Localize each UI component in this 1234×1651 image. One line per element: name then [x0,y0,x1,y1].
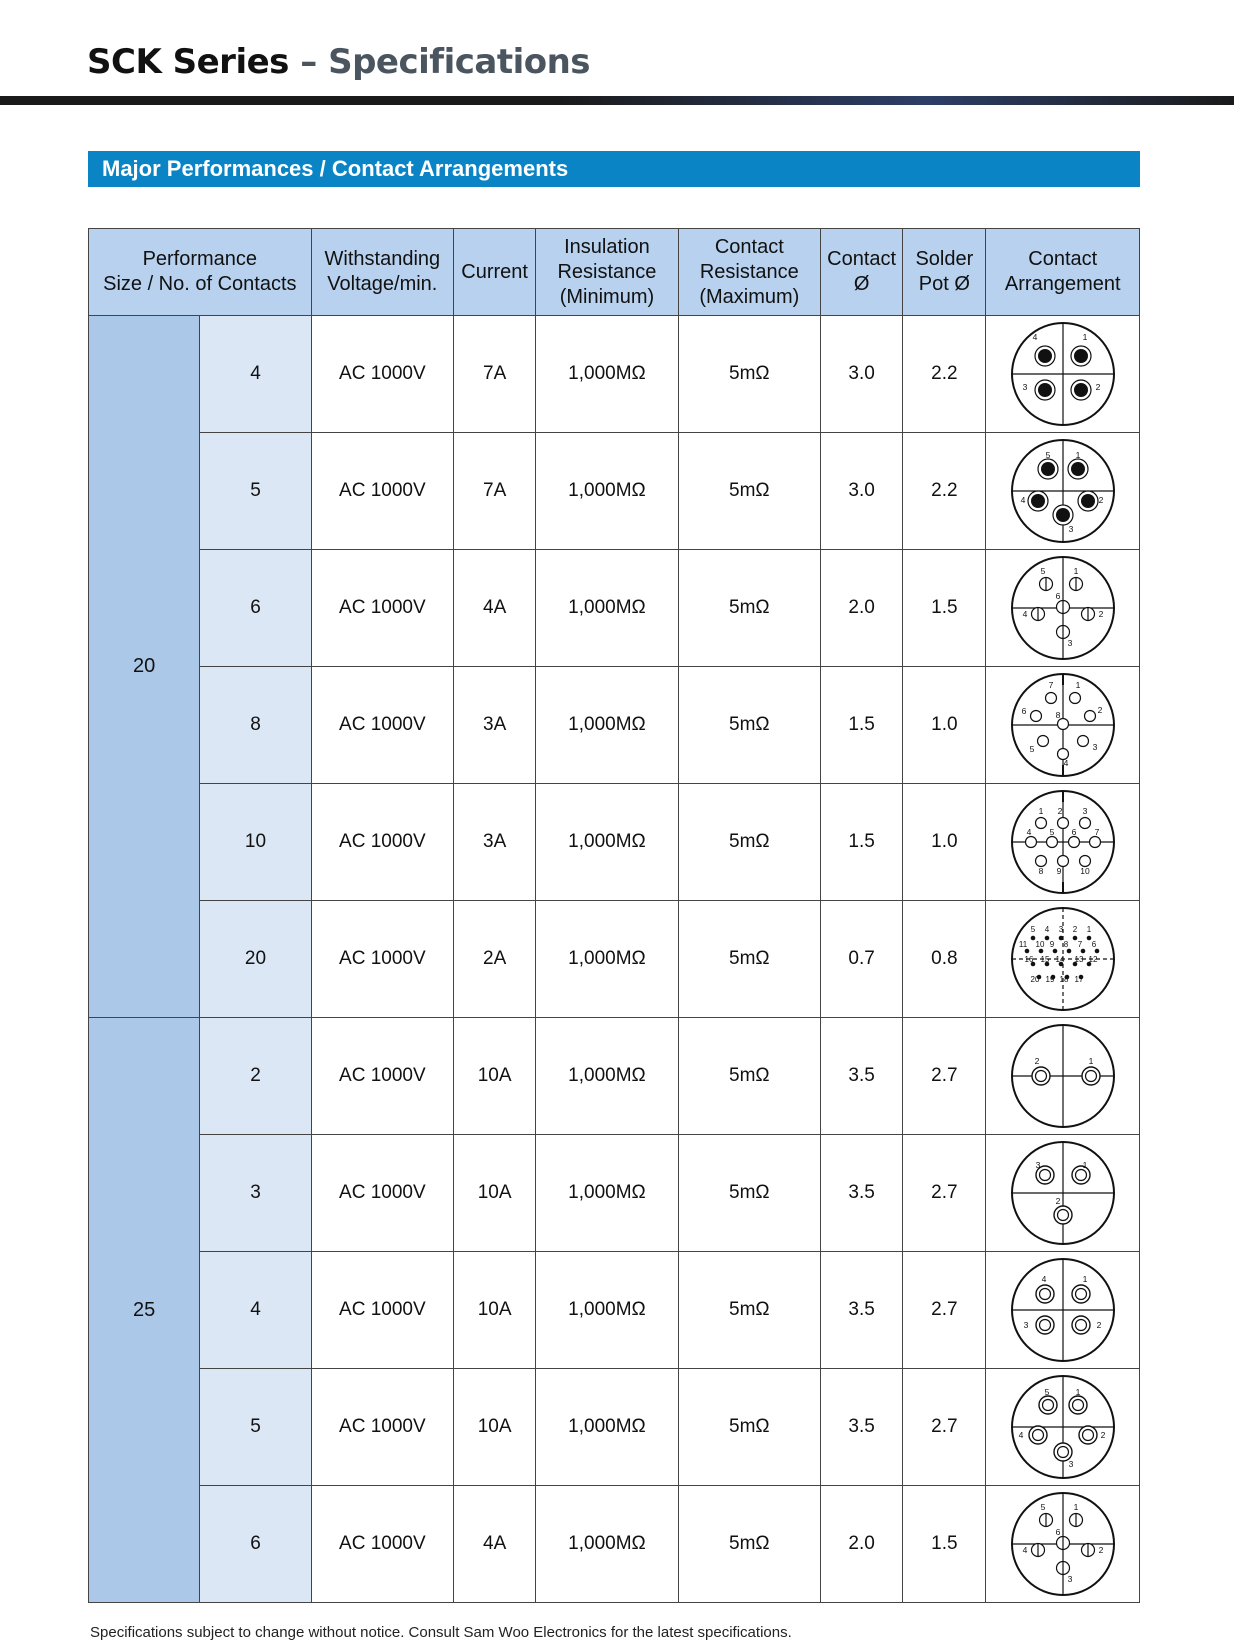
pin-label: 2 [1072,925,1077,934]
contact-resistance-cell: 5mΩ [678,667,820,784]
contact-resistance-cell: 5mΩ [678,433,820,550]
solder-pot-cell: 1.5 [903,1486,986,1603]
pin-label: 1 [1038,806,1044,816]
title-subtitle: Specifications [328,42,591,82]
contacts-cell: 20 [200,901,311,1018]
arrangement-cell [986,433,1140,550]
voltage-cell: AC 1000V [311,667,453,784]
arrangement-cell [986,667,1140,784]
contact-pin [1046,837,1057,848]
col-arrangement-header [986,229,1140,316]
insulation-cell: 1,000MΩ [536,1018,678,1135]
voltage-cell: AC 1000V [311,433,453,550]
contact-pin [1089,837,1100,848]
contact-pin [1029,1426,1047,1444]
pin-label: 5 [1030,925,1035,934]
contact-pin [1036,1316,1054,1334]
pin-label: 4 [1022,1545,1028,1555]
pin-label: 8 [1038,866,1044,876]
contact-resistance-cell: 5mΩ [678,316,820,433]
contact-arrangement-diagram [1008,904,1118,1014]
contact-pin [1039,1396,1057,1414]
col-voltage-header [311,229,453,316]
contact-pin [1056,1562,1069,1575]
contact-dia-cell: 3.5 [821,1018,903,1135]
table-row [89,901,1140,1018]
contact-pin [1068,837,1079,848]
contacts-cell: 4 [200,316,311,433]
table-row [89,784,1140,901]
contact-pin [1079,818,1090,829]
contact-arrangement-diagram [1008,1372,1118,1482]
contact-pin [1038,949,1043,954]
pin-label: 3 [1023,1320,1029,1330]
contact-resistance-cell: 5mΩ [678,1252,820,1369]
contact-pin [1057,856,1068,867]
contact-dia-cell: 1.5 [821,784,903,901]
contact-pin [1084,711,1095,722]
pin-label: 2 [1095,382,1101,392]
current-cell: 7A [454,316,536,433]
voltage-cell: AC 1000V [311,1135,453,1252]
arrangement-cell [986,1486,1140,1603]
insulation-cell: 1,000MΩ [536,901,678,1018]
title-separator: – [288,42,329,82]
pin-label: 7 [1094,827,1100,837]
pin-label: 1 [1082,1160,1088,1170]
contact-pin [1035,346,1055,366]
contact-pin [1035,380,1055,400]
contact-pin [1035,856,1046,867]
pin-label: 1 [1088,1056,1094,1066]
contact-arrangement-diagram [1008,1021,1118,1131]
contacts-cell: 5 [200,1369,311,1486]
pin-label: 8 [1055,710,1061,720]
solder-pot-cell: 2.7 [903,1135,986,1252]
contact-dia-cell: 3.5 [821,1252,903,1369]
pin-label: 5 [1040,1502,1046,1512]
contact-pin [1035,818,1046,829]
header-text: Current [461,260,528,283]
contact-pin [1053,505,1073,525]
contact-dia-cell: 2.0 [821,1486,903,1603]
table-body [89,316,1140,1603]
current-cell: 10A [454,1369,536,1486]
contact-pin [1077,736,1088,747]
header-text: Contact [1028,248,1098,270]
insulation-cell: 1,000MΩ [536,433,678,550]
contacts-cell: 4 [200,1252,311,1369]
pin-label: 5 [1044,1387,1050,1397]
contact-pin [1056,626,1069,639]
voltage-cell: AC 1000V [311,1486,453,1603]
contact-pin [1058,936,1063,941]
pin-label: 1 [1075,450,1081,460]
pin-label: 4 [1020,495,1026,505]
contact-pin [1039,1514,1052,1527]
pin-label: 11 [1018,940,1027,949]
contact-pin [1072,1285,1090,1303]
contacts-cell: 5 [200,433,311,550]
table-header-row [89,229,1140,316]
arrangement-cell [986,1252,1140,1369]
current-cell: 7A [454,433,536,550]
header-text: Resistance [557,260,657,283]
pin-label: 3 [1082,806,1088,816]
pin-label: 1 [1073,1502,1079,1512]
pin-label: 3 [1068,1459,1074,1469]
pin-label: 5 [1040,566,1046,576]
col-solder-pot-header [903,229,986,316]
contact-pin [1069,1514,1082,1527]
pin-label: 2 [1098,495,1104,505]
pin-label: 2 [1098,1545,1104,1555]
insulation-cell: 1,000MΩ [536,784,678,901]
footer-note: Specifications subject to change without notice. Consult Sam Woo Electronics for the latest specifications. [90,1624,792,1641]
contact-pin [1032,1067,1050,1085]
pin-label: 3 [1067,638,1073,648]
contacts-cell: 8 [200,667,311,784]
current-cell: 10A [454,1135,536,1252]
pin-label: 12 [1088,955,1098,964]
section-title: Major Performances / Contact Arrangements [88,151,1140,187]
pin-label: 6 [1055,591,1061,601]
contact-pin [1082,1067,1100,1085]
pin-label: 18 [1059,975,1069,984]
insulation-cell: 1,000MΩ [536,550,678,667]
solder-pot-cell: 2.7 [903,1018,986,1135]
series-name: SCK Series [87,42,289,82]
pin-label: 6 [1091,940,1096,949]
col-contact-dia-header [821,229,903,316]
insulation-cell: 1,000MΩ [536,1252,678,1369]
contact-pin [1080,949,1085,954]
contact-pin [1025,837,1036,848]
header-text: Pot Ø [918,273,970,295]
pin-label: 9 [1056,866,1062,876]
header-text: (Maximum) [699,285,800,308]
contact-pin [1052,949,1057,954]
voltage-cell: AC 1000V [311,901,453,1018]
contact-pin [1056,1537,1069,1550]
contact-arrangement-diagram [1008,553,1118,663]
table-row [89,1018,1140,1135]
arrangement-cell [986,1018,1140,1135]
pin-label: 3 [1022,382,1028,392]
pin-label: 3 [1058,925,1063,934]
contact-pin [1066,949,1071,954]
header-text: (Minimum) [559,285,655,308]
header-text: Ø [853,273,870,295]
insulation-cell: 1,000MΩ [536,316,678,433]
header-text: Arrangement [1004,273,1121,295]
contact-arrangement-diagram [1008,1489,1118,1599]
pin-label: 6 [1071,827,1077,837]
arrangement-cell [986,901,1140,1018]
contacts-cell: 6 [200,1486,311,1603]
current-cell: 10A [454,1018,536,1135]
pin-label: 2 [1055,1196,1061,1206]
pin-label: 1 [1073,566,1079,576]
arrangement-cell [986,550,1140,667]
pin-label: 4 [1063,758,1069,768]
pin-label: 1 [1075,1387,1081,1397]
pin-label: 5 [1049,827,1055,837]
size-cell: 25 [89,1018,200,1603]
insulation-cell: 1,000MΩ [536,1135,678,1252]
table-row [89,1486,1140,1603]
contact-pin [1030,711,1041,722]
contact-dia-cell: 1.5 [821,667,903,784]
current-cell: 3A [454,667,536,784]
contact-pin [1068,459,1088,479]
pin-label: 6 [1055,1527,1061,1537]
pin-label: 7 [1048,680,1054,690]
pin-label: 2 [1098,609,1104,619]
pin-label: 4 [1022,609,1028,619]
contact-pin [1071,380,1091,400]
contact-pin [1054,1206,1072,1224]
pin-label: 4 [1018,1430,1024,1440]
size-cell: 20 [89,316,200,1018]
table-row [89,1252,1140,1369]
contact-pin [1031,608,1044,621]
pin-label: 13 [1074,955,1084,964]
table-row [89,433,1140,550]
current-cell: 4A [454,550,536,667]
voltage-cell: AC 1000V [311,1252,453,1369]
arrangement-cell [986,784,1140,901]
contact-arrangement-diagram [1008,787,1118,897]
contact-resistance-cell: 5mΩ [678,550,820,667]
contact-resistance-cell: 5mΩ [678,784,820,901]
pin-label: 10 [1080,866,1090,876]
pin-label: 17 [1074,975,1084,984]
contact-arrangement-diagram [1008,1255,1118,1365]
pin-label: 3 [1067,1574,1073,1584]
solder-pot-cell: 2.2 [903,433,986,550]
contact-resistance-cell: 5mΩ [678,1369,820,1486]
contact-pin [1069,693,1080,704]
contact-resistance-cell: 5mΩ [678,1135,820,1252]
pin-label: 2 [1100,1430,1106,1440]
pin-label: 10 [1035,940,1045,949]
insulation-cell: 1,000MΩ [536,1369,678,1486]
header-text: Voltage/min. [327,273,438,295]
contact-resistance-cell: 5mΩ [678,901,820,1018]
contact-pin [1081,1544,1094,1557]
solder-pot-cell: 1.5 [903,550,986,667]
pin-label: 4 [1032,332,1038,342]
current-cell: 2A [454,901,536,1018]
voltage-cell: AC 1000V [311,1018,453,1135]
contact-pin [1069,1396,1087,1414]
contact-dia-cell: 0.7 [821,901,903,1018]
contact-pin [1044,936,1049,941]
arrangement-cell [986,1369,1140,1486]
contacts-cell: 2 [200,1018,311,1135]
contact-pin [1039,578,1052,591]
contact-pin [1056,601,1069,614]
solder-pot-cell: 1.0 [903,784,986,901]
contact-pin [1072,936,1077,941]
pin-label: 1 [1086,925,1091,934]
pin-label: 2 [1057,806,1063,816]
contacts-cell: 6 [200,550,311,667]
pin-label: 9 [1049,940,1054,949]
contact-arrangement-diagram [1008,319,1118,429]
contact-pin [1079,1426,1097,1444]
pin-label: 15 [1040,955,1050,964]
pin-label: 7 [1077,940,1082,949]
pin-label: 16 [1024,955,1034,964]
contact-dia-cell: 3.5 [821,1135,903,1252]
solder-pot-cell: 0.8 [903,901,986,1018]
arrangement-cell [986,1135,1140,1252]
contact-pin [1079,856,1090,867]
contact-pin [1086,936,1091,941]
pin-label: 4 [1026,827,1032,837]
contact-arrangement-diagram [1008,436,1118,546]
table-row [89,667,1140,784]
contact-pin [1036,1285,1054,1303]
solder-pot-cell: 2.7 [903,1369,986,1486]
contact-pin [1078,491,1098,511]
pin-label: 2 [1096,1320,1102,1330]
pin-label: 5 [1045,450,1051,460]
contact-resistance-cell: 5mΩ [678,1486,820,1603]
insulation-cell: 1,000MΩ [536,1486,678,1603]
contact-pin [1038,459,1058,479]
contact-dia-cell: 3.0 [821,433,903,550]
table-row [89,316,1140,433]
solder-pot-cell: 1.0 [903,667,986,784]
header-text: Insulation [564,235,650,258]
table-row [89,1135,1140,1252]
contacts-cell: 10 [200,784,311,901]
header-text: Size / No. of Contacts [103,273,297,295]
pin-label: 19 [1045,975,1055,984]
contact-arrangement-diagram [1008,1138,1118,1248]
col-contact-resistance-header [678,229,820,316]
pin-label: 2 [1097,705,1103,715]
pin-label: 14 [1055,955,1065,964]
insulation-cell: 1,000MΩ [536,667,678,784]
pin-label: 1 [1082,332,1088,342]
header-text: Solder [915,248,974,270]
pin-label: 1 [1075,680,1081,690]
contact-pin [1072,1316,1090,1334]
pin-label: 20 [1030,975,1040,984]
header-text: Performance [142,248,258,270]
contact-pin [1057,719,1068,730]
table-row [89,1369,1140,1486]
contact-pin [1024,949,1029,954]
solder-pot-cell: 2.2 [903,316,986,433]
col-current-header [454,229,536,316]
pin-label: 5 [1029,744,1035,754]
contact-arrangement-diagram [1008,670,1118,780]
table-row [89,550,1140,667]
contacts-cell: 3 [200,1135,311,1252]
current-cell: 3A [454,784,536,901]
pin-label: 4 [1044,925,1049,934]
contact-pin [1031,1544,1044,1557]
header-text: Resistance [699,260,799,283]
pin-label: 1 [1082,1274,1088,1284]
pin-label: 6 [1021,706,1027,716]
voltage-cell: AC 1000V [311,316,453,433]
contact-pin [1081,608,1094,621]
voltage-cell: AC 1000V [311,550,453,667]
contact-dia-cell: 3.5 [821,1369,903,1486]
solder-pot-cell: 2.7 [903,1252,986,1369]
pin-label: 2 [1034,1056,1040,1066]
contact-pin [1094,949,1099,954]
contact-resistance-cell: 5mΩ [678,1018,820,1135]
contact-pin [1045,693,1056,704]
pin-label: 3 [1092,742,1098,752]
contact-pin [1057,818,1068,829]
header-text: Contact [714,235,784,258]
header-rule [0,96,1234,105]
pin-label: 4 [1041,1274,1047,1284]
page-title [87,42,590,82]
contact-pin [1037,736,1048,747]
col-insulation-header [536,229,678,316]
contact-dia-cell: 2.0 [821,550,903,667]
pin-label: 3 [1035,1160,1041,1170]
header-text: Withstanding [324,248,441,270]
voltage-cell: AC 1000V [311,1369,453,1486]
pin-label: 8 [1063,940,1068,949]
header-text: Contact [827,248,897,270]
arrangement-cell [986,316,1140,433]
contact-dia-cell: 3.0 [821,316,903,433]
contact-pin [1028,491,1048,511]
col-size-contacts-header [89,229,312,316]
spec-table [88,228,1140,1603]
contact-pin [1069,578,1082,591]
pin-label: 3 [1068,524,1074,534]
voltage-cell: AC 1000V [311,784,453,901]
contact-pin [1071,346,1091,366]
current-cell: 10A [454,1252,536,1369]
current-cell: 4A [454,1486,536,1603]
